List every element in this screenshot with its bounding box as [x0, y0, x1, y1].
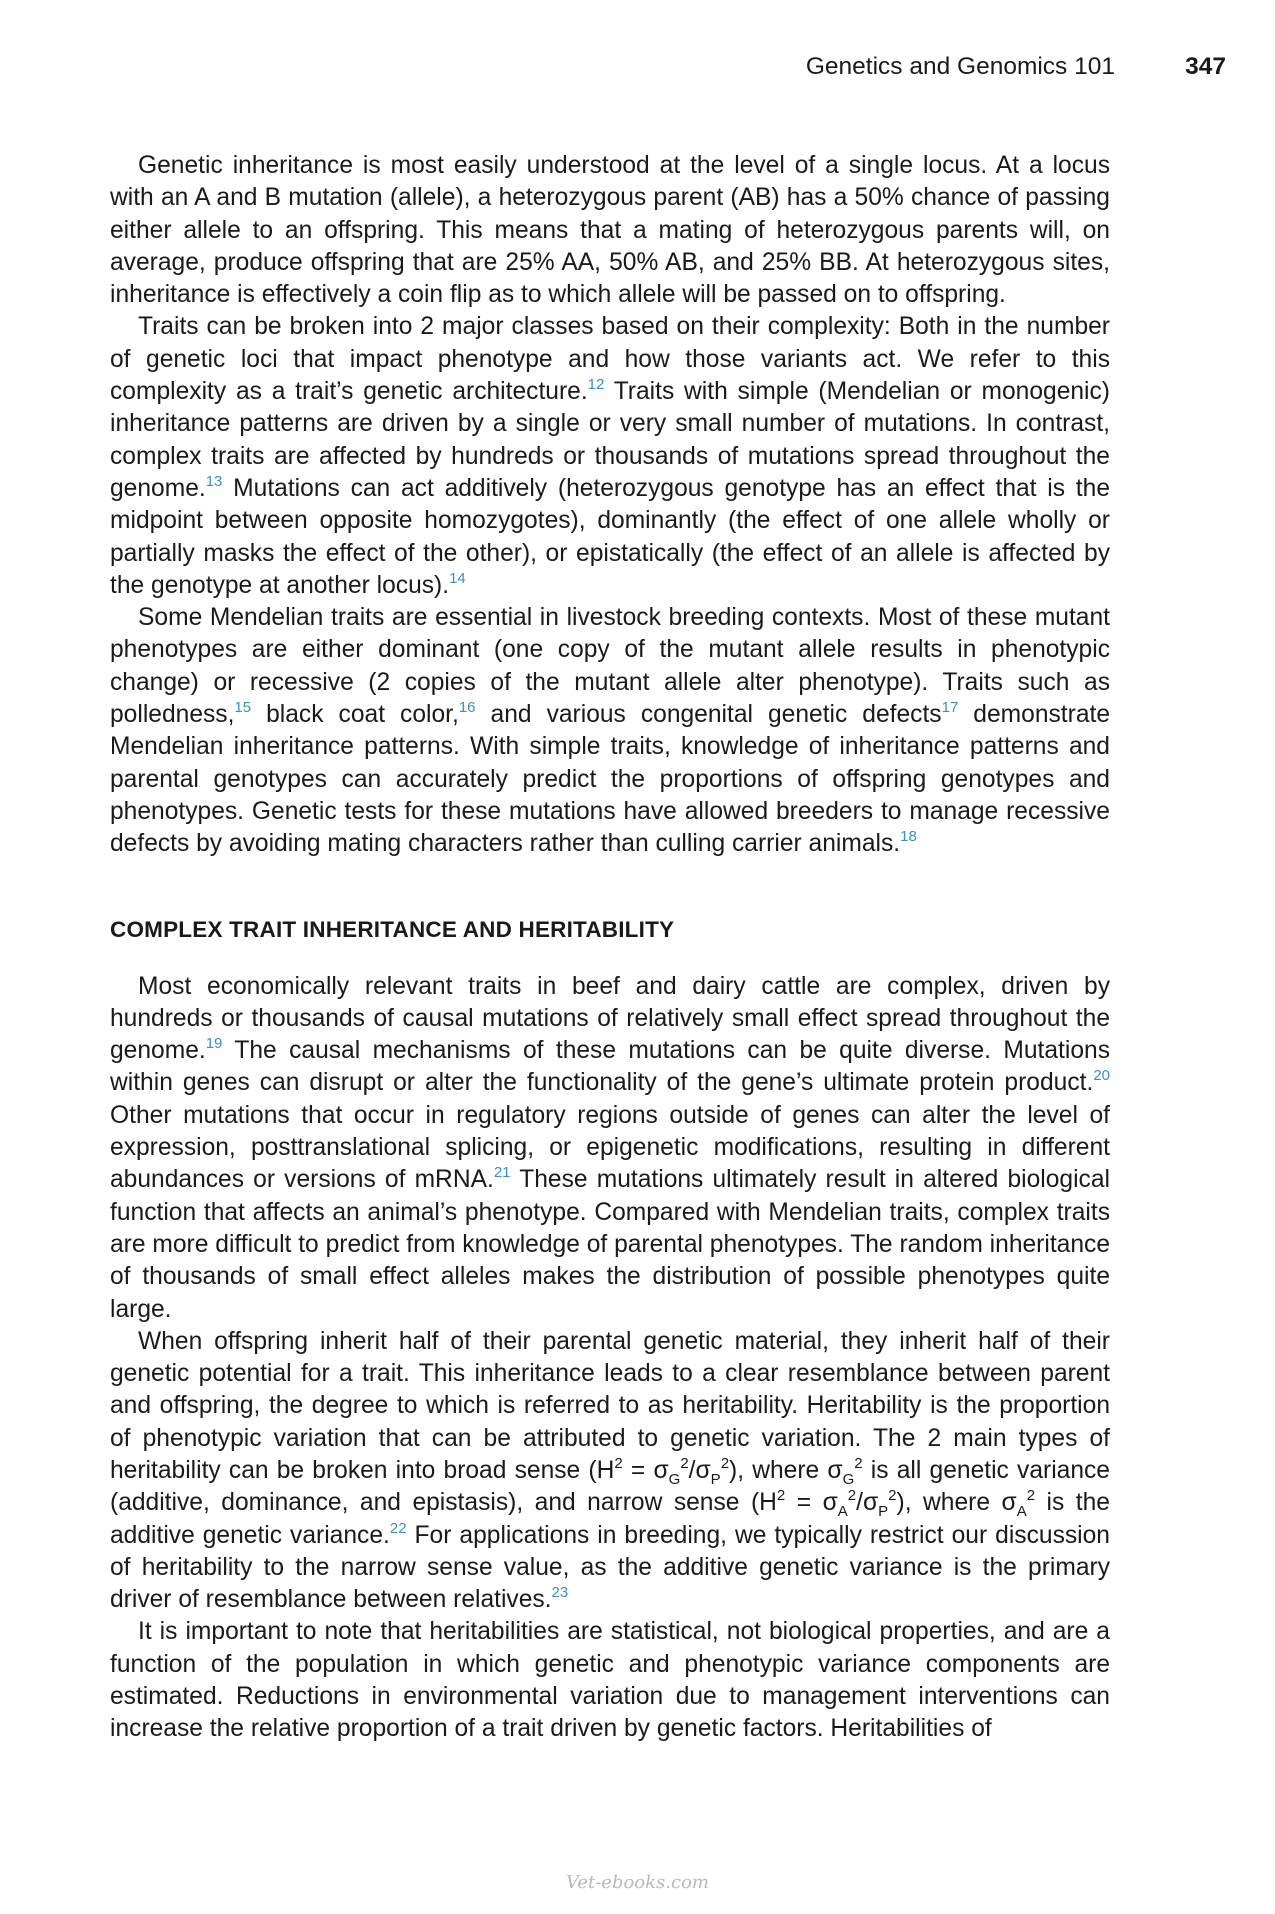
equation-text: = σ [622, 1456, 669, 1484]
paragraph-text: For applications in breeding, we typically restrict our discussion of heritability to the narrow sense value, as the additive genetic variance is the primary driver of resemblance between relatives. [110, 1521, 1110, 1614]
paragraph-text: ), where σ [896, 1489, 1017, 1517]
paragraph-text: and various congenital genetic defects [475, 701, 942, 729]
watermark-logo: Vet-ebooks.com [565, 1872, 709, 1893]
page-number: 347 [1185, 53, 1226, 80]
paragraph-text: Some Mendelian traits are essential in livestock breeding contexts. Most of these mutant phenotypes are either dominant (one copy of the mutant allele results in phenotypic change) or recessive (2 copies of the mutant allele alter phenotype). Traits such as polledness, [110, 604, 1110, 729]
paragraph-text: Mutations can act additively (heterozygous genotype has an effect that is the midpoint between opposite homozygotes), dominantly (the effect of one allele wholly or partially masks the effect of the other), or epistatically (the effect of an allele is affected by the genotype at another locus). [110, 474, 1110, 599]
paragraph-text: is all genetic variance (additive, dominance, and epistasis), and narrow sense (H [110, 1456, 1110, 1517]
paragraph-text: Most economically relevant traits in beef and dairy cattle are complex, driven by hundreds or thousands of causal mutations of relatively small effect spread throughout the genome. [110, 972, 1110, 1065]
paragraph-text: black coat color, [251, 701, 459, 729]
reference-link[interactable]: 23 [551, 1584, 569, 1602]
paragraph-text: Traits can be broken into 2 major classes based on their complexity: Both in the number of genetic loci that impact phenotype and how those variants act. We refer to this complexity as a trait’s genetic architecture. [110, 313, 1110, 406]
subscript: A [837, 1503, 848, 1521]
paragraph-text: Other mutations that occur in regulatory regions outside of genes can alter the level of expression, posttranslational splicing, or epigenetic modifications, resulting in different abundances or versions of mRNA. [110, 1101, 1110, 1194]
superscript: 2 [854, 1454, 863, 1472]
equation-text: = σ [785, 1489, 838, 1517]
subscript: G [842, 1470, 855, 1488]
paragraph-text: demonstrate Mendelian inheritance patterns. With simple traits, knowledge of inheritance patterns and parental genotypes can accurately predict the proportions of offspring genotypes and phenotypes. Genetic tests for these mutations have allowed breeders to manage recessive defects by avoiding mating characters rather than culling carrier animals. [110, 701, 1111, 858]
superscript: 2 [847, 1487, 857, 1505]
paragraph-text: ), where σ [729, 1456, 843, 1484]
subscript: P [878, 1503, 889, 1521]
reference-link[interactable]: 13 [205, 472, 223, 490]
superscript: 2 [720, 1454, 730, 1472]
equation-text: /σ [856, 1489, 879, 1517]
superscript: 2 [776, 1487, 786, 1505]
reference-link[interactable]: 15 [234, 699, 252, 717]
reference-link[interactable]: 21 [493, 1164, 511, 1182]
page-header [0, 50, 1275, 84]
reference-link[interactable]: 12 [587, 376, 605, 394]
reference-link[interactable]: 19 [205, 1035, 223, 1053]
running-title: Genetics and Genomics 101 [805, 53, 1115, 80]
reference-link[interactable]: 16 [458, 699, 476, 717]
paragraph-single-locus [110, 150, 1110, 311]
paragraph-text: Traits with simple (Mendelian or monogenic) inheritance patterns are driven by a single or very small number of mutations. In contrast, complex traits are affected by hundreds or thousands of mutations spread throughout the genome. [110, 378, 1110, 502]
reference-link[interactable]: 14 [449, 569, 466, 587]
paragraph-trait-classes [110, 311, 1110, 602]
equation-text: /σ [688, 1456, 711, 1484]
paragraph-mendelian-traits [110, 602, 1110, 860]
subscript: A [1016, 1503, 1027, 1521]
reference-link[interactable]: 20 [1093, 1067, 1110, 1085]
paragraph-heritability [110, 1326, 1110, 1617]
subscript: G [668, 1470, 681, 1488]
paragraph-complex-traits [110, 971, 1110, 1326]
superscript: 2 [614, 1454, 623, 1472]
superscript: 2 [888, 1487, 897, 1505]
section-heading: COMPLEX TRAIT INHERITANCE AND HERITABILITY [110, 916, 675, 942]
superscript: 2 [680, 1454, 689, 1472]
superscript: 2 [1026, 1487, 1036, 1505]
paragraph-text: When offspring inherit half of their parental genetic material, they inherit half of their genetic potential for a trait. This inheritance leads to a clear resemblance between parent and offspring, the degree to which is referred to as heritability. Heritability is the proportion of phenotypic variation that can be attributed to genetic variation. The 2 main types of heritability can be broken into broad sense (H [110, 1327, 1110, 1484]
paragraph-text: is the additive genetic variance. [110, 1489, 1110, 1549]
reference-link[interactable]: 17 [941, 699, 959, 717]
reference-link[interactable]: 18 [900, 828, 917, 846]
body-text [110, 150, 1110, 1746]
paragraph-statistical-properties [110, 1616, 1110, 1745]
paragraph-text: The causal mechanisms of these mutations can be quite diverse. Mutations within genes can disrupt or alter the functionality of the gene’s ultimate protein product. [110, 1037, 1110, 1097]
paragraph-text: These mutations ultimately result in altered biological function that affects an animal’s phenotype. Compared with Mendelian traits, complex traits are more difficult to predict from knowledge of parental phenotypes. The random inheritance of thousands of small effect alleles makes the distribution of possible phenotypes quite large. [110, 1166, 1110, 1323]
reference-link[interactable]: 22 [389, 1519, 407, 1537]
paragraph-text: Genetic inheritance is most easily understood at the level of a single locus. At a locus with an A and B mutation (allele), a heterozygous parent (AB) has a 50% chance of passing either allele to an offspring. This means that a mating of heterozygous parents will, on average, produce offspring that are 25% AA, 50% AB, and 25% BB. At heterozygous sites, inheritance is effectively a coin flip as to which allele will be passed on to offspring. [110, 152, 1110, 309]
subscript: P [710, 1470, 721, 1488]
paragraph-text: It is important to note that heritabilities are statistical, not biological properties, and are a function of the population in which genetic and phenotypic variance components are estimated. Reductions in environmental variation due to management interventions can increase the relative proportion of a trait driven by genetic factors. Heritabilities of [110, 1618, 1110, 1743]
